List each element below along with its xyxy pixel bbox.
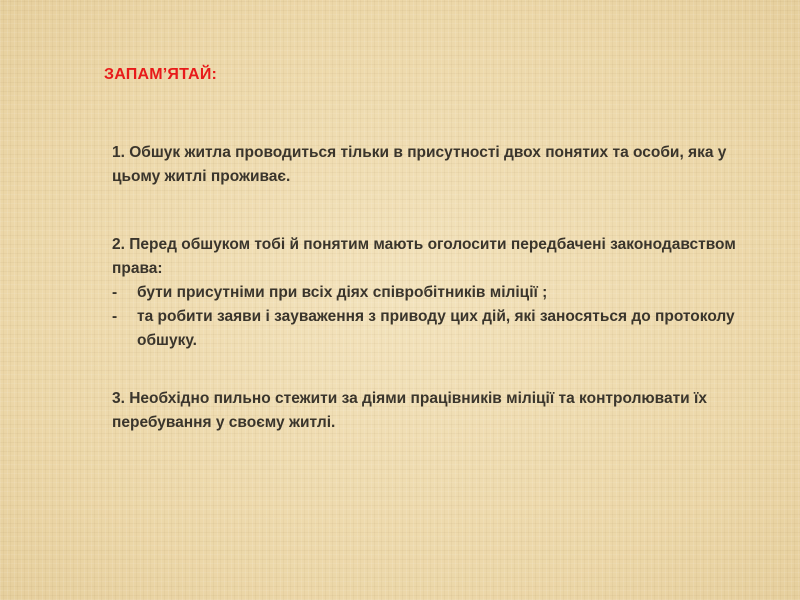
slide-heading: ЗАПАМ’ЯТАЙ:	[104, 66, 218, 83]
rule-3-text: 3. Необхідно пильно стежити за діями працівників міліції та контролювати їх перебування у своєму житлі.	[112, 390, 708, 431]
bullet-dash: -	[112, 284, 118, 301]
rule-2-bullet-1-text: бути присутніми при всіх діях співробітників міліції ;	[137, 284, 548, 301]
rule-2-bullet-2-text: та робити заяви і зауваження з приводу цих дій, які заносяться до протоколу обшуку.	[137, 308, 735, 349]
rule-2-bullet-1	[112, 281, 752, 305]
rule-2-block	[112, 233, 752, 353]
rule-2-intro: 2. Перед обшуком тобі й понятим мають оголосити передбачені законодавством права:	[112, 236, 736, 277]
bullet-dash: -	[112, 308, 118, 325]
rule-1-text: 1. Обшук житла проводиться тільки в присутності двох понятих та особи, яка у цьому житлі проживає.	[112, 144, 727, 185]
rule-2-list	[112, 281, 752, 353]
rule-2-bullet-2	[112, 305, 752, 353]
